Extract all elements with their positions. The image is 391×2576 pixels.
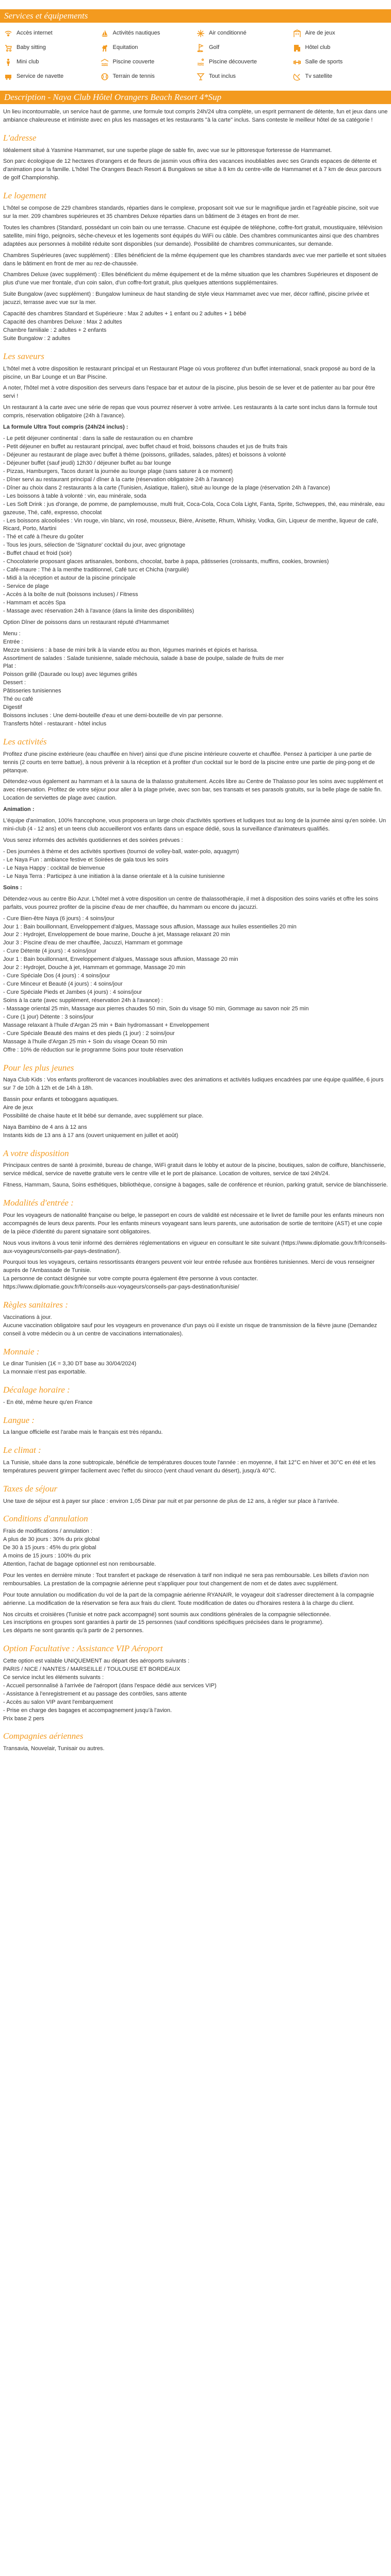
list-item: Pâtisseries tunisiennes [3,688,61,694]
paragraph: Suite Bungalow (avec supplément) : Bungalow lumineux de haut standing de style vieux Hammamet avec vue mer, décor raffiné, piscine privée et jacuzzi, terrasse avec vue sur la mer. [3,291,369,306]
facility-label: Hôtel club [305,44,331,51]
facility-terrain-de-tennis [100,72,196,81]
list-item: - Cure Bien-être Naya (6 jours) : 4 soins/jour [3,915,115,922]
list-item: - Le Naya Fun : ambiance festive et Soirées de gala tous les soirs [3,856,169,863]
list-item: Jour 1 : Bain bouillonnant, Enveloppement d'algues, Massage sous affusion, Massage 20 min [3,956,238,963]
bullet-list [3,848,388,881]
facility-air-conditionne [196,29,292,38]
list-item: Jour 2 : Hydrojet, Enveloppement de boue marine, Douche à jet, Massage relaxant 20 min [3,931,230,938]
paragraph: Pour les ventes en dernière minute : Tout transfert et package de réservation à tarif non indiqué ne sera pas remboursable. Les billets d'avion non remboursables. La prestation de la compagnie aérienne peut s'appliquer pour tout changement de nom et de dates avec supplément. [3,1572,369,1587]
facility-label: Activités nautiques [112,30,160,37]
list-item: Menu : [3,630,21,637]
facility-activites-nautiques [100,29,196,38]
facility-label: Salle de sports [305,59,343,65]
bullet-list [3,915,388,1055]
facility-baby-sitting [3,43,100,53]
facility-label: Air conditionné [209,30,247,37]
paragraph: Bassin pour enfants et toboggans aquatiques. Aire de jeux Possibilité de chaise haute et lit bébé sur demande, avec supplément sur place. [3,1096,204,1119]
list-item: - Thé et café à l'heure du goûter [3,534,84,540]
paragraph: La Tunisie, située dans la zone subtropicale, bénéficie de températures douces toute l'année : en moyenne, il fait 12°C en hiver et 30°C en été et les températures peuvent grimper facilement avec l'effet du sirocco (vent chaud venant du désert), jusqu'à 40°C. [3,1460,376,1474]
wifi-icon [3,29,13,38]
list-item: Plat : [3,663,17,670]
description-section [0,108,391,1753]
section-title: A votre disposition [3,1148,69,1158]
paragraph: Fitness, Hammam, Sauna, Soins esthétiques, bibliothèque, consigne à bagages, salle de conférence et réunion, parking gratuit, service de blanchisserie. [3,1182,388,1189]
paragraph: Son parc écologique de 12 hectares d'orangers et de fleurs de jasmin vous offrira des vacances inoubliables avec ses Grands espaces de détente et d'animation pour la famille. L'hôtel The Orangers Beach Resort & Bungalows se situe à 8 km du centre-ville de Hammamet et à 7 km de deux parcours de golf Championship. [3,158,382,181]
paragraph: Cette option est valable UNIQUEMENT au départ des aéroports suivants : PARIS / NICE / NANTES / MARSEILLE / TOULOUSE ET BORDEAUX Ce service inclut les éléments suivants : - Accueil personnalisé à l'arrivée de l'aéroport (dans l'espace dédié aux services VIP) - Assistance à l'enregistrement et au passage des contrôles, sans attente - Accès au salon VIP avant l'embarquement - Prise en charge des bagages et accompagnement jusqu'à l'avion. Prix base 2 pers [3,1657,217,1722]
section-title: Décalage horaire : [3,1385,70,1395]
list-item: - Les boissons à table à volonté : vin, eau minérale, soda [3,493,146,499]
list-item: - Chocolaterie proposant glaces artisanales, bonbons, chocolat, barbe à papa, pâtisseries (croissants, muffins, cookies, brownies) [3,558,329,565]
facility-aire-de-jeux [292,29,388,38]
paragraph: Idéalement situé à Yasmine Hammamet, sur une superbe plage de sable fin, avec vue sur le pittoresque forteresse de Hammamet. [3,147,332,154]
section-title: L'adresse [3,132,37,143]
section-title: Le logement [3,191,46,201]
list-item: - Cure Spéciale Beauté des mains et des pieds (1 jour) : 2 soins/jour [3,1030,175,1037]
paragraph: Pour toute annulation ou modification du vol de la part de la compagnie aérienne RYANAIR, le voyageur doit s'adresser directement à la compagnie aérienne. La modification de la réservation se fera aux frais du client. Toute modification de dates ou d'horaires restera à la charge du client. [3,1591,374,1606]
golf-icon [196,44,206,52]
paragraph: Le dinar Tunisien (1€ = 3,30 DT base au 30/04/2024) La monnaie n'est pas exportable. [3,1361,137,1376]
list-item: Massage à l'huile d'Argan 25 min + Soin du visage Ocean 50 min [3,1038,167,1045]
facility-acces-internet [3,29,100,38]
paragraph: Un restaurant à la carte avec une série de repas que vous pourrez réserver à votre arrivée. Les restaurants à la carte sont inclus dans la formule tout compris, réservation obligatoire (24h à l'avance). [3,404,378,419]
intro-text: Un lieu incontournable, un service haut de gamme, une formule tout compris 24h/24 ultra complète, un esprit permanent de détente, fun et jeux dans une ambiance chaleureuse et intimiste avec en plus les massages et les restaurants "à la carte" inclus. Sans conteste le meilleur hôtel de sa catégorie ! [3,109,388,123]
paragraph: Frais de modifications / annulation : A plus de 30 jours : 30% du prix global De 30 à 15 jours : 45% du prix global A moins de 15 jours : 100% du prix Attention, l'achat de bagage optionnel est non remboursable. [3,1528,156,1567]
list-item: - Tous les jours, sélection de 'Signature' cocktail du jour, avec grignotage [3,542,186,549]
list-item: - Buffet chaud et froid (soir) [3,550,72,557]
section-title: Modalités d'entrée : [3,1198,74,1208]
list-item: - Hammam et accès Spa [3,599,66,606]
paragraph: Chambres Supérieures (avec supplément) : Elles bénéficient de la même équipement que les chambres standards avec vue mer partielle et sont situées dans le bâtiment en front de mer au rez-de-chaussée. [3,252,386,267]
indoor-pool-icon [100,58,110,66]
list-item: - Cure Détente (4 jours) : 4 soins/jour [3,948,96,955]
paragraph: Vous serez informés des activités quotidiennes et des soirées prévues : [3,837,183,844]
section-title: Le climat : [3,1445,41,1455]
list-item: Mezze tunisiens : à base de mini brik à la viande et/ou au thon, légumes marinés et épicés et harissa. [3,647,258,653]
paragraph: Chambres Deluxe (avec supplément) : Elles bénéficient du même équipement et de la même situation que les chambres Supérieures et disposent de plus d'une vue mer frontale, d'un coin salon, d'un coffre-fort gratuit, plus quelques attentions supplémentaires. [3,272,379,286]
paragraph: La langue officielle est l'arabe mais le français est très répandu. [3,1429,163,1436]
paragraph: L'équipe d'animation, 100% francophone, vous proposera un large choix d'activités sportives et ludiques tout au long de la journée ainsi qu'en soirée. Un mini-club (4 - 12 ans) et un teens club accueilleront vos enfants dans un espace dédié, sous la surveillance d'animateurs qualifiés. [3,818,386,833]
paragraph: Nos circuits et croisières (Tunisie et notre pack accompagné) sont soumis aux conditions générales de la compagnie sélectionnée. Les inscriptions en groupes sont garanties à partir de 15 personnes (sauf conditions spécifiques précisées dans le programme). Les départs ne sont garantis qu'à partir de 2 personnes. [3,1611,331,1634]
facilities-grid [0,27,391,86]
section-title: Langue : [3,1415,35,1425]
paragraph: Capacité des chambres Standard et Supérieure : Max 2 adultes + 1 enfant ou 2 adultes + 1 bébé Capacité des chambres Deluxe : Max 2 adultes Chambre familiale : 2 adultes + 2 enfants Suite Bungalow : 2 adultes [3,311,247,342]
list-item: Massage relaxant à l'huile d'Argan 25 min + Bain hydromassant + Enveloppement [3,1022,209,1028]
facility-piscine-decouverte [196,58,292,67]
facility-mini-club [3,58,100,67]
section-title: Les saveurs [3,351,44,361]
subheading: Soins : [3,884,22,891]
paragraph: Principaux centres de santé à proximité, bureau de change, WiFi gratuit dans le lobby et autour de la piscine, boutiques, salon de coiffure, blanchisserie, service médical, service de navette gratuite vers le centre ville et le port de plaisance. Location de voitures, service de taxi 24h/24. [3,1162,386,1177]
section-title: Monnaie : [3,1346,40,1357]
list-item: Jour 2 : Hydrojet, Douche à jet, Hammam et gommage, Massage 20 min [3,964,186,971]
list-item: - Dîner au choix dans 2 restaurants à la carte (Tunisien, Asiatique, Italien), situé au lounge de la plage (réservation 24h à l'avance) [3,484,330,491]
paragraph: Nous vous invitons à vous tenir informé des dernières réglementations en vigueur en consultant le site suivant (https://www.diplomatie.gouv.fr/fr/conseils-aux-voyageurs/conseils-par-pays-destination/). [3,1240,387,1255]
facility-salle-de-sports [292,58,388,67]
services-header: Services et équipements [0,9,391,23]
list-item: Offre : 10% de réduction sur le programme Soins pour toute réservation [3,1046,183,1053]
paragraph: Profitez d'une piscine extérieure (eau chauffée en hiver) ainsi que d'une piscine intérieure couverte et chauffée. Pensez à participer à une partie de tennis (2 courts en terre battue), à nous prévenir à la réception et à profiter d'un cocktail sur le bord de la piscine entre une partie de ping-pong et de pétanque. [3,751,375,774]
facility-tout-inclus [196,72,292,81]
list-item: - Le Naya Happy : cocktail de bienvenue [3,865,105,871]
list-item: Thé ou café [3,696,34,703]
list-item: - Des journées à thème et des activités sportives (tournoi de volley-ball, water-polo, aquagym) [3,849,239,855]
paragraph: A noter, l'hôtel met à votre disposition des serveurs dans l'espace bar et autour de la piscine, plus besoin de se lever et de patienter au bar pour être servi ! [3,385,375,400]
facility-label: Tout inclus [209,73,236,80]
list-item: - Le petit déjeuner continental : dans la salle de restauration ou en chambre [3,435,193,442]
facility-equitation [100,43,196,53]
section-title: Compagnies aériennes [3,1731,84,1741]
outdoor-pool-icon [196,58,206,66]
subheading: Animation : [3,806,35,813]
list-item: - Massage oriental 25 min, Massage aux pierres chaudes 50 min, Soin du visage 50 min, Gommage au savon noir 25 min [3,1005,309,1012]
stroller-icon [3,44,13,52]
paragraph: Naya Bambino de 4 ans à 12 ans Instants kids de 13 ans à 17 ans (ouvert uniquement en juillet et août) [3,1124,178,1139]
list-item: Entrée : [3,638,23,645]
facility-label: Baby sitting [17,44,46,51]
section-title: Règles sanitaires : [3,1300,68,1310]
paragraph: L'hôtel se compose de 229 chambres standards, réparties dans le complexe, proposant soit vue sur le magnifique jardin et l'agréable piscine, soit vue sur la mer. 209 chambres supérieures et 35 chambres Deluxe réparties dans un bâtiment de 3 étages en front de mer. [3,205,379,219]
sailboat-icon [100,29,110,38]
list-item: - Pizzas, Hamburgers, Tacos durant la journée au lounge plage (sans saturer à ce moment) [3,468,233,474]
paragraph: Détendez-vous au centre Bio Azur. L'hôtel met à votre disposition un centre de thalassothérapie, il met à disposition des soins variés et offre les soins parfaits, vous pourrez profiter de la piscine d'eau de mer chauffée, du hammam ou encore du jacuzzi. [3,895,379,910]
paragraph: Pourquoi tous les voyageurs, certains ressortissants étrangers peuvent voir leur entrée refusée aux frontières tunisiennes. Merci de vous renseigner auprès de l'Ambassade de Tunisie. La personne de contact désignée sur votre compte pourra également être personne à vous contacter. https://www.diplomatie.gouv.fr/fr/conseils-aux-voyageurs/conseils-par-pays-destination/tunisie/ [3,1259,375,1291]
child-icon [3,58,13,66]
shuttle-icon [3,73,13,81]
list-item: - Déjeuner au restaurant de plage avec buffet à thème (poissons, grillades, salades, pâtes) et boissons à volonté [3,452,286,459]
dumbbell-icon [292,58,302,66]
tennis-icon [100,73,110,81]
facility-label: Mini club [17,59,39,65]
paragraph: L'hôtel met à votre disposition le restaurant principal et un Restaurant Plage où vous profiterez d'un buffet international, snack proposé au bord de la piscine, un Bar Lounge et un Bar Piscine. [3,365,376,380]
paragraph: Option Dîner de poissons dans un restaurant réputé d'Hammamet [3,619,169,625]
list-item: - Dîner servi au restaurant principal / dîner à la carte (réservation obligatoire 24h à l'avance) [3,476,234,483]
section-title: Option Facultative : Assistance VIP Aéroport [3,1643,163,1654]
facility-label: Golf [209,44,220,51]
facility-label: Service de navette [17,73,64,80]
bullet-list [3,435,388,616]
paragraph: Transavia, Nouvelair, Tunisair ou autres. [3,1745,105,1752]
paragraph: Une taxe de séjour est à payer sur place : environ 1,05 Dinar par nuit et par personne de plus de 12 ans, à régler sur place à l'arrivée. [3,1498,339,1504]
section-title: Les activités [3,736,47,747]
list-item: - Service de plage [3,583,49,590]
facility-label: Piscine découverte [209,59,257,65]
list-item: - Midi à la réception et autour de la piscine principale [3,575,136,582]
list-item: - Le Naya Terra : Participez à une initiation à la danse orientale et à la cuisine tunisienne [3,873,225,879]
list-item: Boissons incluses : Une demi-bouteille d'eau et une demi-bouteille de vin par personne. [3,713,223,719]
list-item: - Cure Spéciale Pieds et Jambes (4 jours) : 4 soins/jour [3,989,142,995]
description-header: Description - Naya Club Hôtel Orangers Beach Resort 4*Sup [0,91,391,104]
paragraph: Vaccinations à jour. Aucune vaccination obligatoire sauf pour les voyageurs en provenance d'un pays où il existe un risque de transmission de la fièvre jaune (Demandez conseil à votre médecin ou à un centre de vaccinations internationales). [3,1314,377,1337]
list-item: - Déjeuner buffet (sauf jeudi) 12h30 / déjeuner buffet au bar lounge [3,460,171,466]
paragraph: Pour les voyageurs de nationalité française ou belge, le passeport en cours de validité est nécessaire et le livret de famille pour les enfants mineurs non accompagnés de leurs deux parents. Pour les enfants mineurs voyageant sans leurs parents, une autorisation de sortie de territoire (AST) et une copie de la pièce d'identité du parent signataire sont obligatoires. [3,1212,384,1235]
facility-tv-satellite [292,72,388,81]
facility-label: Aire de jeux [305,30,335,37]
section-title: Taxes de séjour [3,1483,58,1494]
list-item: Jour 3 : Piscine d'eau de mer chauffée, Jacuzzi, Hammam et gommage [3,940,183,946]
list-item: - Petit déjeuner en buffet au restaurant principal, avec buffet chaud et froid, boissons chaudes et jus de fruits frais [3,444,288,450]
paragraph: Naya Club Kids : Vos enfants profiteront de vacances inoubliables avec des animations et activités ludiques encadrées par une équipe qualifiée, 6 jours sur 7 de 10h à 12h et de 14h à 18h. [3,1077,384,1092]
facility-hotel-club [292,43,388,53]
list-item: - Accès à la boîte de nuit (boissons incluses) / Fitness [3,591,138,598]
horse-icon [100,44,110,52]
content-sections [3,132,388,1753]
list-item: - Cure (1 jour) Détente : 3 soins/jour [3,1013,94,1020]
facility-label: Piscine couverte [112,59,155,65]
list-item: - Café-maure : Thé à la menthe traditionnel, Café turc et Chicha (narguilé) [3,567,189,573]
list-item: Digestif [3,704,22,711]
paragraph: Toutes les chambres (Standard, possédant un coin bain ou une terrasse. Chacune est équipée de téléphone, coffre-fort gratuit, moustiquaire, télévision satellite, mini frigo, peignoirs, sèche-cheveux et les logements sont équipés du WiFi ou câble. Des chambres communicantes ainsi que des chambres adaptées aux personnes à mobilité réduite sont disponibles (sur demande). Possibilité de chambres communicantes, sur demande. [3,224,383,247]
facility-label: Equitation [112,44,138,51]
list-item: Soins à la carte (avec supplément, réservation 24h à l'avance) : [3,997,163,1004]
facility-label: Accès internet [17,30,53,37]
facility-label: Terrain de tennis [112,73,155,80]
list-item: - Massage avec réservation 24h à l'avance (dans la limite des disponibilités) [3,607,194,614]
list-item: Dessert : [3,680,26,686]
section-title: Conditions d'annulation [3,1514,88,1524]
list-item: Assortiment de salades : Salade tunisienne, salade méchouia, salade à base de poulpe, salade de fruits de mer [3,655,284,662]
bullet-list [3,630,388,728]
list-item: Jour 1 : Bain bouillonnant, Enveloppement d'algues, Massage sous affusion, Massage aux huiles essentielles 20 min [3,923,297,930]
subheading: La formule Ultra Tout compris (24h/24 inclus) : [3,424,128,431]
facility-label: Tv satellite [305,73,333,80]
snowflake-icon [196,29,206,38]
list-item: Poisson grillé (Daurade ou loup) avec légumes grillés [3,671,137,678]
list-item: Transferts hôtel - restaurant - hôtel inclus [3,721,107,727]
cocktail-icon [196,73,206,81]
satellite-icon [292,73,302,81]
list-item: - Cure Minceur et Beauté (4 jours) : 4 soins/jour [3,981,123,988]
list-item: - Cure Spéciale Dos (4 jours) : 4 soins/jour [3,973,110,979]
facility-piscine-couverte [100,58,196,67]
paragraph: Détendez-vous également au hammam et à la sauna de la thalasso gratuitement. Accès libre au Centre de Thalasso pour les soins avec supplément et avec réservation. Profitez de votre séjour pour aller à la plage privée, avec son bar, ses transats et ses parasols gratuits, sur la belle plage de sable fin. Location de serviettes de plage avec caution. [3,778,383,802]
section-title: Pour les plus jeunes [3,1062,74,1073]
hotel-icon [292,44,302,52]
list-item: - Les boissons alcoolisées : Vin rouge, vin blanc, vin rosé, mousseux, Bière, Anisette, Rhum, Whisky, Vodka, Gin, Liqueur de menthe, liqueur de café, Ricard, Porto, Martini [3,517,379,532]
facility-service-de-navette [3,72,100,81]
paragraph: - En été, même heure qu'en France [3,1399,93,1405]
playground-icon [292,29,302,38]
facility-golf [196,43,292,53]
list-item: - Les Soft Drink : jus d'orange, de pomme, de pamplemousse, multi fruit, Coca-Cola, Coca Cola Light, Fanta, Sprite, Schweppes, thé, eau minérale, eau gazeuse, Thé, café, expresso, chocolat [3,501,385,516]
